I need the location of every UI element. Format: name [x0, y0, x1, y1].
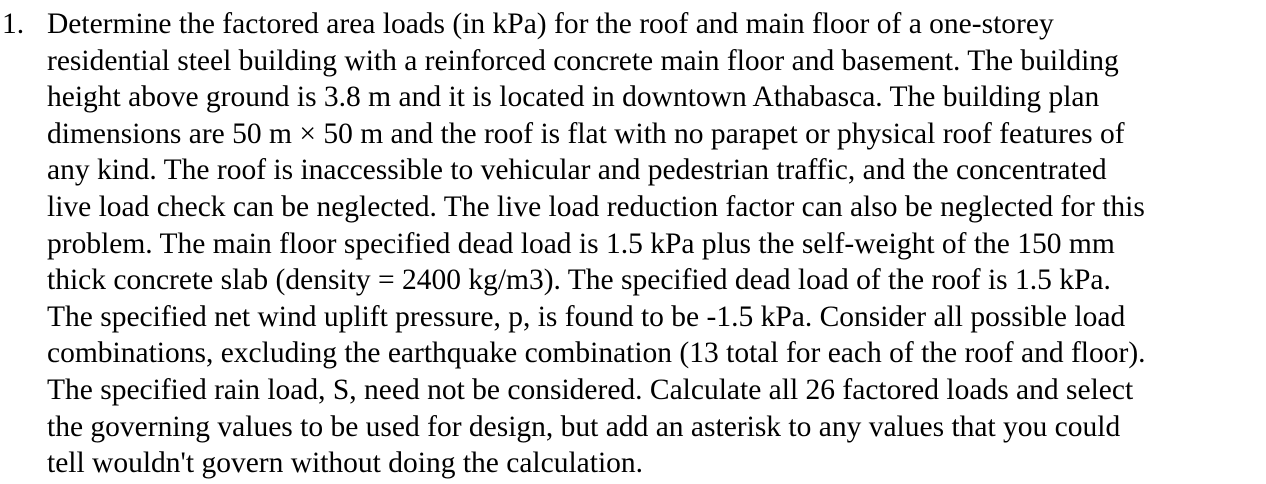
problem-text-line-13: tell wouldn't govern without doing the calculation. — [47, 447, 644, 480]
problem-text-line-10: combinations, excluding the earthquake combination (13 total for each of the roof and floor). — [47, 337, 1146, 370]
problem-text-line-4: dimensions are 50 m × 50 m and the roof is flat with no parapet or physical roof features of — [47, 117, 1125, 150]
problem-text-line-5: any kind. The roof is inaccessible to vehicular and pedestrian traffic, and the concentrated — [47, 154, 1107, 187]
problem-text-line-1: Determine the factored area loads (in kPa) for the roof and main floor of a one-storey — [47, 8, 1054, 40]
problem-text-line-3: height above ground is 3.8 m and it is located in downtown Athabasca. The building plan — [47, 81, 1100, 114]
problem-text-line-12: the governing values to be used for design, but add an asterisk to any values that you could — [47, 410, 1121, 443]
problem-text-line-6: live load check can be neglected. The live load reduction factor can also be neglected for this — [47, 190, 1145, 223]
problem-text — [47, 6, 1146, 482]
problem-number: 1. — [2, 8, 25, 40]
problem-text-line-11: The specified rain load, S, need not be considered. Calculate all 26 factored loads and select — [47, 373, 1134, 406]
problem-text-line-9: The specified net wind uplift pressure, p, is found to be -1.5 kPa. Consider all possible load — [47, 300, 1126, 333]
problem-text-line-8: thick concrete slab (density = 2400 kg/m3). The specified dead load of the roof is 1.5 kPa. — [47, 264, 1111, 297]
problem-text-line-7: problem. The main floor specified dead load is 1.5 kPa plus the self-weight of the 150 mm — [47, 227, 1115, 260]
problem-text-line-2: residential steel building with a reinforced concrete main floor and basement. The building — [47, 44, 1119, 77]
